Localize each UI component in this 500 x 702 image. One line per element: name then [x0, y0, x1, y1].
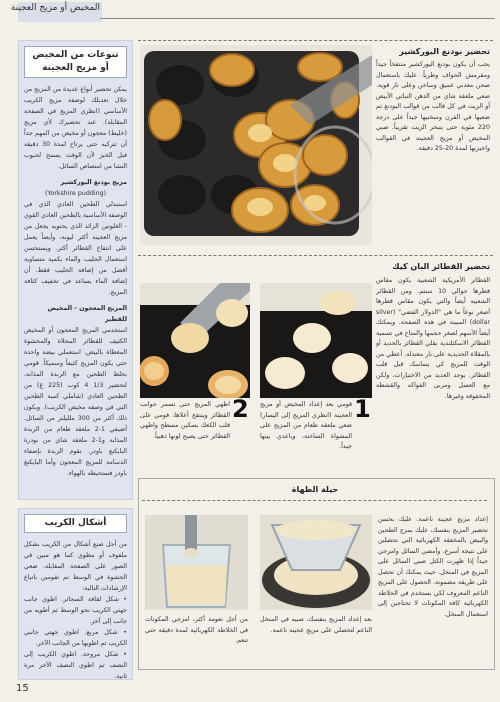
- sidebar-title-shapes: أشكال الكريب: [24, 514, 127, 533]
- chefs-tip-title: حيلة الطهاة: [291, 485, 339, 494]
- yorkshire-text: استبدلي الطحين العادي الذي في الوصفة الأساسية بالطحين العادي القوي - الغلوتين الزائد الذي يحتويه يجعل من مزيج العجينة أكثر ليونة، وأيضاً يعمل على انتفاخ القطائر أكثر. ويستحسن استعمال الحليب والماء بكمية متساوية أفضل من إضافة الحليب فقط. أن إضافة الماء يساعد في تخفيف كثافة المزيج.: [24, 201, 127, 296]
- yorkshire-title: تحضير بودنغ اليوركشير: [399, 47, 490, 56]
- tip-caption-right: بعد إعداد المزيج بنفسك، صبيه في المنخل الناعم لتحصلي على مزيج عجينة ناعمة.: [260, 616, 372, 634]
- running-title: المخيض أو مزيج العجينة: [10, 3, 100, 13]
- sidebar-intro: يمكن تحضير أنواع عديدة من المزيج من خلال تعديلك لوصفة مزيج الكريب الأساسي (انظري المزيج في الصفحة المقابلة). عند تحضيرك لأي مزيج (خليط) معجون أو مخيض من المهم جداً أن تتركيه حتى يرتاح لمدة 30 دقيقة قبل الخبز لأن الوقت يسمح لحبوب النشا من امتصاص السائل.: [24, 86, 128, 170]
- pancake-step2-photo: [140, 283, 250, 398]
- shape-item: • شكل مروحة. اطوي الكريب إلى النصف ثم اطوي النصف الآخر مرة ثانية.: [24, 651, 127, 680]
- yorkshire-body: يجب أن يكون بودنغ اليوركشير منتفخاً جيداً ومقرمش الحواف وطرياً. عليك باستعمال صحن معدني عميق وساخن وعلى نار قوية. ضعي ملعقة شاي من الدهن النباتي الأبيض أو الزيت في كل قالب من قوالب البودنغ ثم ضعيها في الفرن وسخنيها جيداً على درجة 220 مئوية حتى يتبخر الزيت تقريباً. صبي المخيض أو مزيج العجينة في القوالب واخبزيها لمدة 20-25 دقيقة.: [376, 61, 490, 152]
- sieve-photo: [260, 515, 372, 610]
- page-number: 15: [16, 683, 29, 694]
- yorkshire-pudding-photo: [140, 45, 372, 245]
- step-number: 1: [354, 395, 371, 423]
- divider: [138, 40, 493, 41]
- yorkshire-subtitle: مزيج بودنغ اليوركشير: [60, 179, 127, 186]
- step-number: 2: [232, 395, 249, 423]
- pancakes-title: تحضير القطائر البان كيك: [392, 262, 490, 271]
- tip-caption-left: من أجل نعومة أكثر، امزجي المكونات في الخلاطة الكهربائية لمدة دقيقة حتى تنعم.: [145, 616, 248, 644]
- divider: [142, 500, 487, 501]
- divider: [138, 255, 493, 256]
- header-rule: [100, 18, 495, 19]
- yorkshire-latin: (Yorkshire pudding): [44, 190, 107, 197]
- shape-item: • شكل لفافة السجائر. اطوي جانب جهتي الكريب نحو الوسط ثم أطويه من جانب إلى آخر.: [24, 596, 127, 625]
- shape-item: • شكل مربع. اطوي جهتي جانبي الكريب ثم اطويها من الجانب الآخر.: [24, 629, 127, 647]
- fritter-subtitle: المزيج المعجون - المخيض للقطير: [47, 305, 127, 323]
- fritter-text: استخدمي المزيج المعجون أو المخيض الكثيف للقطائر المحلاة والمحشوة المغطاة بالبيض. استعملي بيضة واحدة حتى يكون المزيج كثيفاً وسميكاً. قومي بخلط الطحين مع الزبدة المذابة، لتحضير 1/3 4 كوب (225 غ) من الطحين العادي (شاملي كمية الطحين التي في وصفة مخيض الكريب). ويكون ذلك أكثر من 300 ملليلتر من السائل. أضيفي 1-2 ملعقة طعام من الزبدة المذابة و1-2 ملعقة شاي من بودرة البايكنغ باودر. تقوم الزبدة بإضفاء الدسامة للمزيج المعجون وأما البايكنغ باودر فستحيطه بالهواء.: [24, 327, 127, 477]
- shapes-intro: من أجل صنع أشكال من الكريب بشكل ملفوف أو مطوي كما هو مبين في الصور على الصفحة المقابلة. ضعي الحشوة في الوسط ثم تقومين باتباع الإرشادات التالية:: [24, 541, 127, 592]
- sidebar-title-variations: تنوعات من المخيض أو مزيج العجينة: [24, 46, 127, 78]
- pancake-step1-photo: [260, 283, 372, 398]
- pancakes-body: القطائر الأمريكية الشعبية يكون مقاس قطرها حوالي 10 سنتم. ومن القطائر الشعبية أيضاً والتي يكون مقاس قطرها أصغر نوعاً ما هي "الدولار الفضي" (silver dollar) المبينة في هذه الصفحة. ويمكنك أيضاً الأسهم لصغر حجمها والمتاح في تسمية القطائر الاسكتلندية بقلي القطائر بالحديد أو بالمقلاة الحديدية على نار معتدلة. أعطي من الوقت للمزيج كي يتماسك قبل قلب القطائر. يوجد العديد من الاختيارات، ولكن مع العسل ومربى الفواكه والقشطة المخفوقة وغيرها.: [376, 277, 490, 400]
- sidebar-box-crepe-shapes: [18, 508, 133, 680]
- step2-caption: اطهي المزيج حتى تسمر جوانب القطائر وينتفخ أعلاها، قومي على قلب الكعك بسكين مسطح واطهي القطائر حتى يصبح لونها ذهبياً.: [140, 401, 230, 440]
- step1-caption: قومي بعد إعداد المخيض أو مزيج العجينة (انظري المزيج إلى اليسار) ضعي ملعقة طعام من المزيج على المشواة الساخنة، وباعدي بينها جيداً.: [260, 401, 352, 450]
- sidebar-box-variations: [18, 40, 133, 500]
- sidebar: [18, 30, 133, 680]
- tip-body: إعداد مزيج عجينة ناعمة. عليك بحسن تحضير المزيج بنفسك، عليك بمزج الطحين والبيض بالمخفقة الكهربائية التي تحصلين على نتيجة أسرع، وأمضي السائل وامزجي جيداً إذا ظهرت الكتل صبي السائل على المزيج في المنخل. حيث يمكنك أن تحصل على طريقة مضمونة. الحصول على المزيج الناعم المعروف لكي يستخدم في الخلاطة الكهربائية كافة المكونات لا تحتاجين إلى استعمال المنخل.: [378, 516, 488, 618]
- blender-photo: [145, 515, 248, 610]
